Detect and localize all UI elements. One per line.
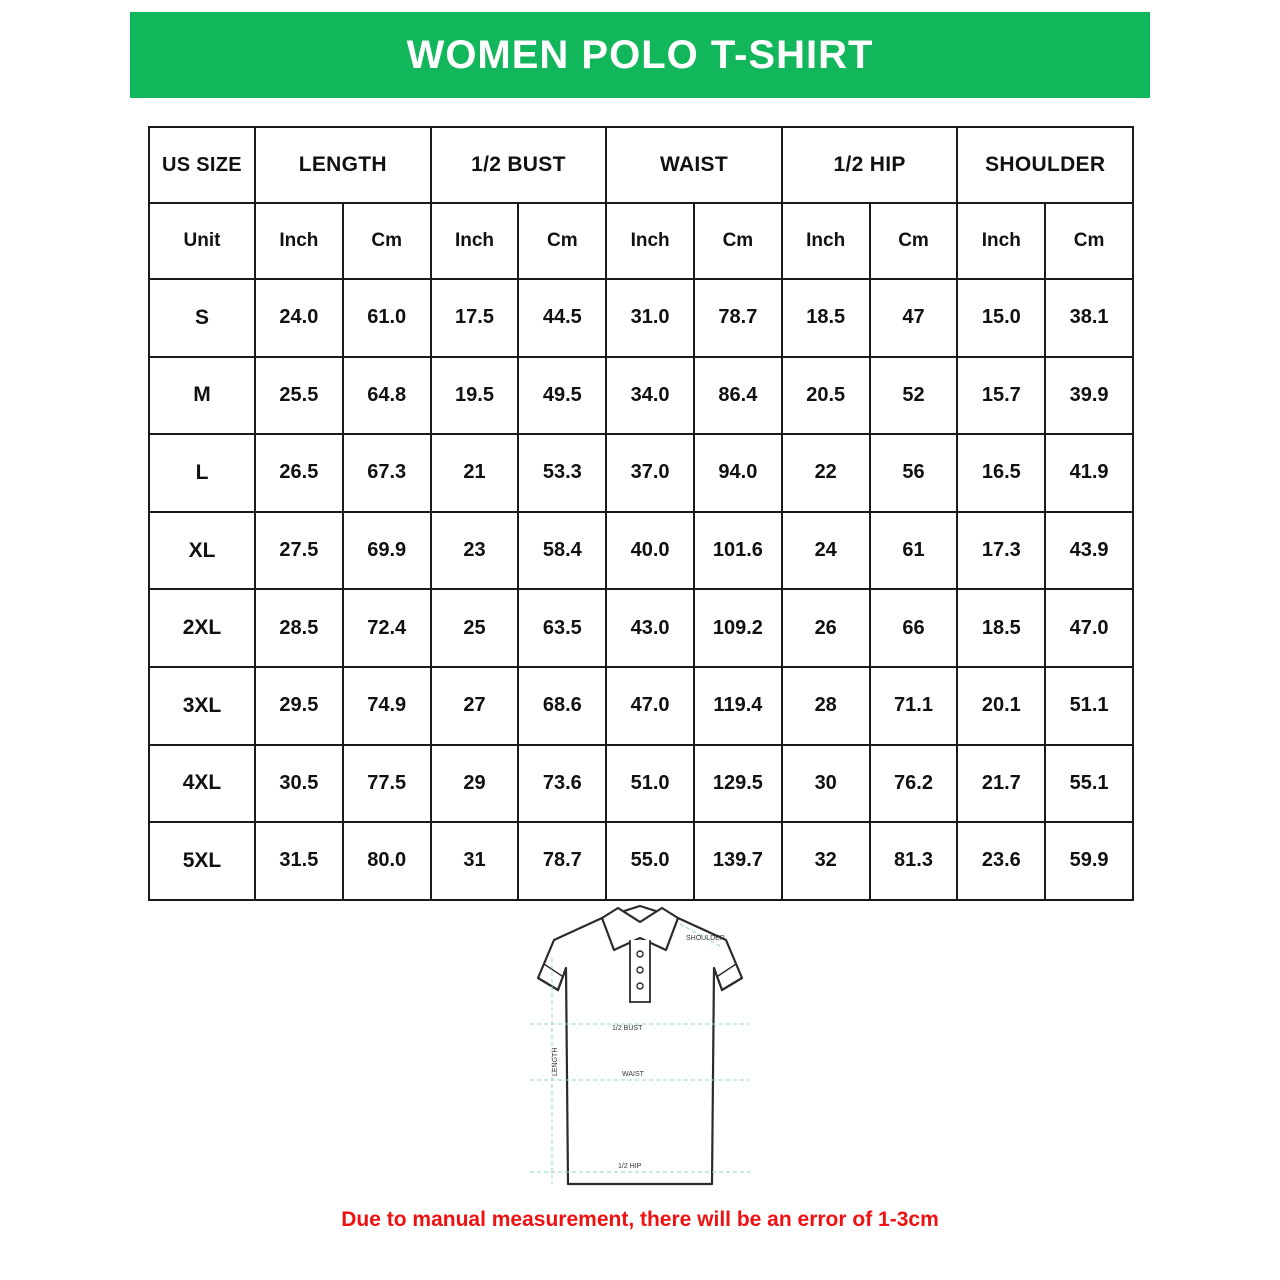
cell-length-inch: 29.5 — [255, 667, 343, 745]
cell-hip-inch: 18.5 — [782, 279, 870, 357]
row-size-label: L — [149, 434, 255, 512]
cell-waist-inch: 43.0 — [606, 589, 694, 667]
unit-bust-inch: Inch — [431, 203, 519, 279]
cell-length-cm: 67.3 — [343, 434, 431, 512]
cell-length-cm: 72.4 — [343, 589, 431, 667]
cell-waist-cm: 94.0 — [694, 434, 782, 512]
table-row — [149, 434, 1133, 512]
cell-length-cm: 77.5 — [343, 745, 431, 823]
column-header-half-hip: 1/2 HIP — [782, 127, 958, 203]
cell-length-cm: 69.9 — [343, 512, 431, 590]
half-bust-label: 1/2 BUST — [612, 1025, 643, 1032]
cell-bust-cm: 44.5 — [518, 279, 606, 357]
cell-length-inch: 31.5 — [255, 822, 343, 900]
cell-bust-inch: 27 — [431, 667, 519, 745]
cell-bust-inch: 25 — [431, 589, 519, 667]
cell-hip-cm: 66 — [870, 589, 958, 667]
cell-shoulder-cm: 43.9 — [1045, 512, 1133, 590]
table-row — [149, 745, 1133, 823]
table-row — [149, 667, 1133, 745]
cell-waist-inch: 47.0 — [606, 667, 694, 745]
cell-shoulder-cm: 38.1 — [1045, 279, 1133, 357]
cell-hip-inch: 30 — [782, 745, 870, 823]
cell-waist-cm: 86.4 — [694, 357, 782, 435]
cell-hip-cm: 47 — [870, 279, 958, 357]
cell-length-inch: 25.5 — [255, 357, 343, 435]
column-header-shoulder: SHOULDER — [957, 127, 1133, 203]
unit-length-cm: Cm — [343, 203, 431, 279]
cell-waist-cm: 129.5 — [694, 745, 782, 823]
measurement-disclaimer: Due to manual measurement, there will be an error of 1-3cm — [341, 1208, 939, 1231]
cell-waist-cm: 101.6 — [694, 512, 782, 590]
cell-shoulder-cm: 59.9 — [1045, 822, 1133, 900]
cell-bust-inch: 21 — [431, 434, 519, 512]
column-header-waist: WAIST — [606, 127, 782, 203]
cell-shoulder-inch: 21.7 — [957, 745, 1045, 823]
waist-label: WAIST — [622, 1071, 644, 1078]
cell-length-cm: 64.8 — [343, 357, 431, 435]
cell-bust-cm: 58.4 — [518, 512, 606, 590]
button-placket — [630, 940, 650, 1002]
cell-length-cm: 61.0 — [343, 279, 431, 357]
cell-shoulder-inch: 20.1 — [957, 667, 1045, 745]
cell-waist-inch: 31.0 — [606, 279, 694, 357]
cell-waist-cm: 119.4 — [694, 667, 782, 745]
cell-bust-inch: 23 — [431, 512, 519, 590]
header-banner — [130, 12, 1150, 98]
cell-bust-inch: 29 — [431, 745, 519, 823]
cell-shoulder-inch: 17.3 — [957, 512, 1045, 590]
cell-hip-inch: 32 — [782, 822, 870, 900]
cell-bust-cm: 49.5 — [518, 357, 606, 435]
cell-shoulder-cm: 39.9 — [1045, 357, 1133, 435]
cell-length-inch: 26.5 — [255, 434, 343, 512]
cell-shoulder-inch: 23.6 — [957, 822, 1045, 900]
cell-hip-inch: 24 — [782, 512, 870, 590]
size-table-container — [148, 126, 1132, 901]
cell-shoulder-inch: 16.5 — [957, 434, 1045, 512]
cell-shoulder-inch: 15.7 — [957, 357, 1045, 435]
table-row — [149, 512, 1133, 590]
length-label: LENGTH — [552, 1047, 559, 1076]
cell-shoulder-cm: 47.0 — [1045, 589, 1133, 667]
cell-hip-inch: 20.5 — [782, 357, 870, 435]
cell-bust-cm: 63.5 — [518, 589, 606, 667]
row-size-label: 3XL — [149, 667, 255, 745]
cell-length-inch: 24.0 — [255, 279, 343, 357]
column-header-length: LENGTH — [255, 127, 431, 203]
cell-waist-cm: 139.7 — [694, 822, 782, 900]
row-size-label: 4XL — [149, 745, 255, 823]
unit-hip-inch: Inch — [782, 203, 870, 279]
row-size-label: S — [149, 279, 255, 357]
table-row — [149, 822, 1133, 900]
unit-length-inch: Inch — [255, 203, 343, 279]
row-size-label: 5XL — [149, 822, 255, 900]
cell-length-cm: 74.9 — [343, 667, 431, 745]
cell-hip-cm: 76.2 — [870, 745, 958, 823]
cell-bust-cm: 53.3 — [518, 434, 606, 512]
cell-hip-inch: 26 — [782, 589, 870, 667]
cell-length-inch: 27.5 — [255, 512, 343, 590]
unit-hip-cm: Cm — [870, 203, 958, 279]
table-unit-row — [149, 203, 1133, 279]
cell-hip-cm: 81.3 — [870, 822, 958, 900]
cell-hip-cm: 56 — [870, 434, 958, 512]
cell-shoulder-cm: 55.1 — [1045, 745, 1133, 823]
cell-bust-inch: 19.5 — [431, 357, 519, 435]
cell-waist-inch: 55.0 — [606, 822, 694, 900]
row-size-label: XL — [149, 512, 255, 590]
cell-hip-cm: 71.1 — [870, 667, 958, 745]
column-header-us-size: US SIZE — [149, 127, 255, 203]
cell-shoulder-inch: 15.0 — [957, 279, 1045, 357]
cell-shoulder-inch: 18.5 — [957, 589, 1045, 667]
cell-hip-inch: 22 — [782, 434, 870, 512]
cell-waist-inch: 40.0 — [606, 512, 694, 590]
cell-bust-cm: 78.7 — [518, 822, 606, 900]
cell-bust-cm: 68.6 — [518, 667, 606, 745]
table-row — [149, 589, 1133, 667]
row-size-label: 2XL — [149, 589, 255, 667]
table-group-header-row — [149, 127, 1133, 203]
cell-waist-inch: 51.0 — [606, 745, 694, 823]
half-hip-label: 1/2 HIP — [618, 1163, 642, 1170]
cell-shoulder-cm: 41.9 — [1045, 434, 1133, 512]
cell-bust-inch: 31 — [431, 822, 519, 900]
cell-waist-inch: 37.0 — [606, 434, 694, 512]
unit-waist-inch: Inch — [606, 203, 694, 279]
unit-label: Unit — [149, 203, 255, 279]
row-size-label: M — [149, 357, 255, 435]
size-table — [148, 126, 1134, 901]
unit-shoulder-inch: Inch — [957, 203, 1045, 279]
cell-shoulder-cm: 51.1 — [1045, 667, 1133, 745]
cell-waist-cm: 78.7 — [694, 279, 782, 357]
cell-hip-cm: 52 — [870, 357, 958, 435]
table-row — [149, 357, 1133, 435]
unit-shoulder-cm: Cm — [1045, 203, 1133, 279]
column-header-half-bust: 1/2 BUST — [431, 127, 607, 203]
cell-hip-inch: 28 — [782, 667, 870, 745]
cell-waist-inch: 34.0 — [606, 357, 694, 435]
page-title: WOMEN POLO T-SHIRT — [406, 33, 874, 77]
cell-bust-inch: 17.5 — [431, 279, 519, 357]
table-row — [149, 279, 1133, 357]
shoulder-label: SHOULDER — [686, 935, 725, 942]
cell-hip-cm: 61 — [870, 512, 958, 590]
cell-length-cm: 80.0 — [343, 822, 431, 900]
cell-waist-cm: 109.2 — [694, 589, 782, 667]
polo-shirt-illustration — [490, 894, 790, 1200]
unit-waist-cm: Cm — [694, 203, 782, 279]
cell-length-inch: 28.5 — [255, 589, 343, 667]
cell-bust-cm: 73.6 — [518, 745, 606, 823]
cell-length-inch: 30.5 — [255, 745, 343, 823]
unit-bust-cm: Cm — [518, 203, 606, 279]
